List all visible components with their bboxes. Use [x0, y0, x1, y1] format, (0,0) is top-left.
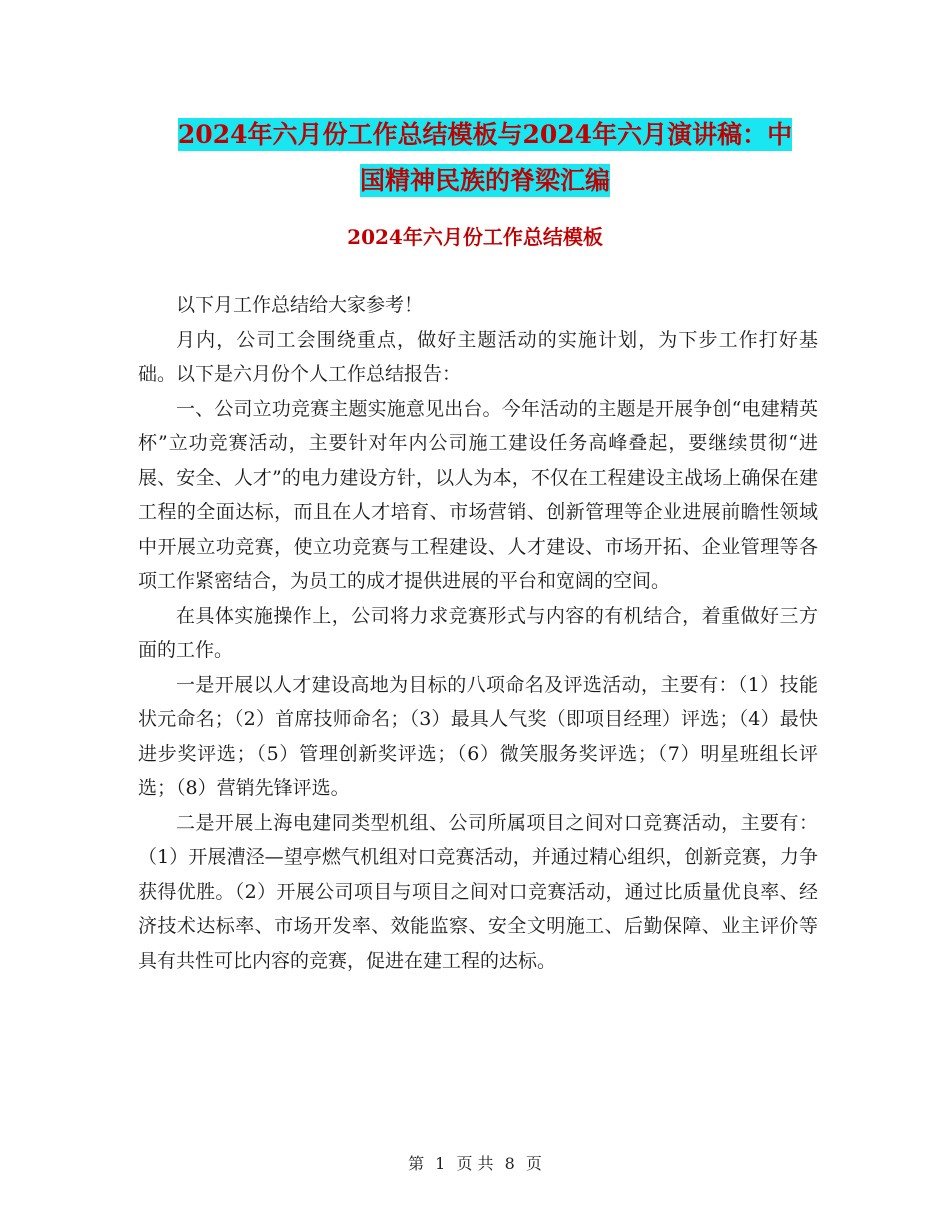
body-paragraph: 以下月工作总结给大家参考！ [176, 294, 424, 316]
body-paragraph: 二是开展上海电建同类型机组、公司所属项目之间对口竞赛活动，主要有：（1）开展漕泾—望亭燃气机组对口竞赛活动，并通过精心组织，创新竞赛，力争获得优胜。（2）开展公司项目与项目之间对口竞赛活动，通过比质量优良率、经济技术达标率、市场开发率、效能监察、安全文明施工、后勤保障、业主评价等具有共性可比内容的竞赛，促进在建工程的达标。 [138, 811, 818, 972]
body-paragraph: 一是开展以人才建设高地为目标的八项命名及评选活动，主要有：（1）技能状元命名；（2）首席技师命名；（3）最具人气奖（即项目经理）评选；（4）最快进步奖评选；（5）管理创新奖评选；（6）微笑服务奖评选；（7）明星班组长评选；（8）营销先锋评选。 [138, 673, 818, 799]
page-label-suffix: 页 [525, 1154, 542, 1173]
document-title-line-1: 2024年六月份工作总结模板与2024年六月演讲稿：中 [177, 120, 793, 149]
section-title: 2024年六月份工作总结模板 [347, 225, 603, 249]
page-label-prefix: 第 [408, 1154, 425, 1173]
page-footer [0, 1152, 950, 1176]
document-body [138, 288, 818, 978]
document-title [140, 112, 830, 204]
body-paragraph: 一、公司立功竞赛主题实施意见出台。今年活动的主题是开展争创“电建精英杯”立功竞赛活动，主要针对年内公司施工建设任务高峰叠起，要继续贯彻“进展、安全、人才”的电力建设方针，以人为本，不仅在工程建设主战场上确保在建工程的全面达标，而且在人才培育、市场营销、创新管理等企业进展前瞻性领域中开展立功竞赛，使立功竞赛与工程建设、人才建设、市场开拓、企业管理等各项工作紧密结合，为员工的成才提供进展的平台和宽阔的空间。 [138, 397, 818, 592]
document-title-line-2: 国精神民族的脊梁汇编 [359, 166, 610, 195]
body-paragraph: 在具体实施操作上，公司将力求竞赛形式与内容的有机结合，着重做好三方面的工作。 [138, 604, 818, 661]
body-paragraph: 月内，公司工会围绕重点，做好主题活动的实施计划，为下步工作打好基础。以下是六月份个人工作总结报告： [138, 328, 818, 385]
total-pages-number: 8 [504, 1154, 515, 1173]
page-label-middle: 页 共 [456, 1154, 494, 1173]
current-page-number: 1 [435, 1154, 446, 1173]
